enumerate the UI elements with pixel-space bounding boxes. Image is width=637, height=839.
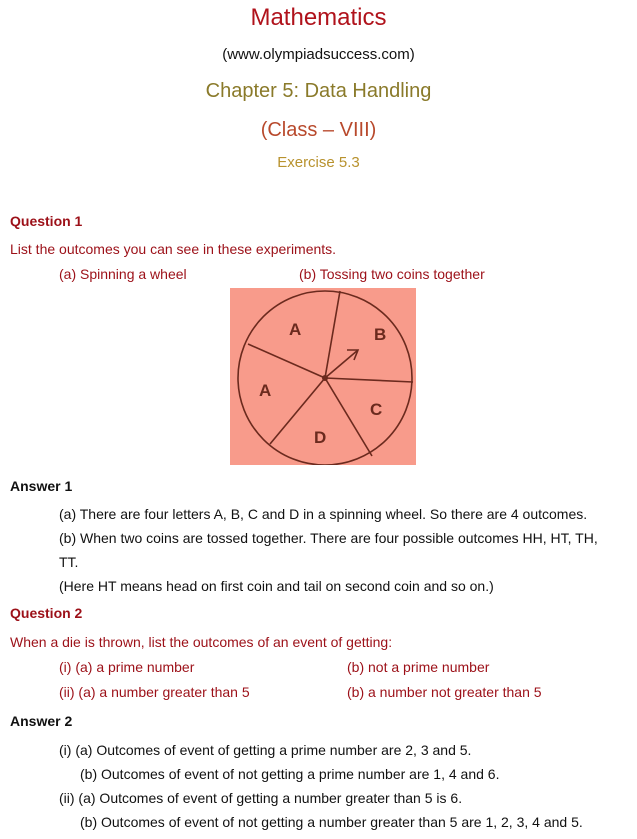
answer-2-heading: Answer 2 bbox=[10, 713, 73, 729]
spinner-label-a-top: A bbox=[289, 320, 302, 339]
exercise-label: Exercise 5.3 bbox=[277, 154, 360, 171]
spinner-label-a-left: A bbox=[259, 381, 272, 400]
answer-2-i-a: (i) (a) Outcomes of event of getting a prime number are 2, 3 and 5. bbox=[59, 742, 472, 758]
answer-1-line-b-cont: TT. bbox=[59, 554, 79, 570]
class-label: (Class – VIII) bbox=[260, 119, 377, 141]
question-1-prompt: List the outcomes you can see in these experiments. bbox=[10, 241, 337, 257]
spinner-label-b: B bbox=[374, 325, 387, 344]
question-2-i-a: (i) (a) a prime number bbox=[59, 659, 195, 675]
answer-2-ii-b: (b) Outcomes of event of not getting a number greater than 5 are 1, 2, 3, 4 and 5. bbox=[80, 814, 583, 830]
answer-1-line-a: (a) There are four letters A, B, C and D in a spinning wheel. So there are 4 outcomes. bbox=[59, 506, 588, 522]
spinner-label-c: C bbox=[370, 400, 383, 419]
chapter-title: Chapter 5: Data Handling bbox=[205, 80, 432, 102]
question-2-heading: Question 2 bbox=[10, 605, 83, 621]
question-2-ii-a: (ii) (a) a number greater than 5 bbox=[59, 684, 250, 700]
answer-2-i-b: (b) Outcomes of event of not getting a prime number are 1, 4 and 6. bbox=[80, 766, 500, 782]
question-2-ii-b: (b) a number not greater than 5 bbox=[347, 684, 542, 700]
spinner-label-d: D bbox=[314, 428, 327, 447]
page-title: Mathematics bbox=[250, 4, 387, 31]
spinning-wheel-diagram bbox=[230, 288, 416, 465]
question-2-prompt: When a die is thrown, list the outcomes of an event of getting: bbox=[10, 634, 393, 650]
question-1-part-b: (b) Tossing two coins together bbox=[299, 266, 485, 282]
question-1-part-a: (a) Spinning a wheel bbox=[59, 266, 187, 282]
question-1-heading: Question 1 bbox=[10, 213, 83, 229]
website-url: (www.olympiadsuccess.com) bbox=[222, 46, 415, 63]
answer-2-ii-a: (ii) (a) Outcomes of event of getting a number greater than 5 is 6. bbox=[59, 790, 463, 806]
answer-1-line-b: (b) When two coins are tossed together. There are four possible outcomes HH, HT, TH, bbox=[59, 530, 598, 546]
spinning-wheel-image bbox=[230, 288, 416, 465]
question-2-i-b: (b) not a prime number bbox=[347, 659, 490, 675]
answer-1-note: (Here HT means head on first coin and tail on second coin and so on.) bbox=[59, 578, 494, 594]
answer-1-heading: Answer 1 bbox=[10, 478, 73, 494]
